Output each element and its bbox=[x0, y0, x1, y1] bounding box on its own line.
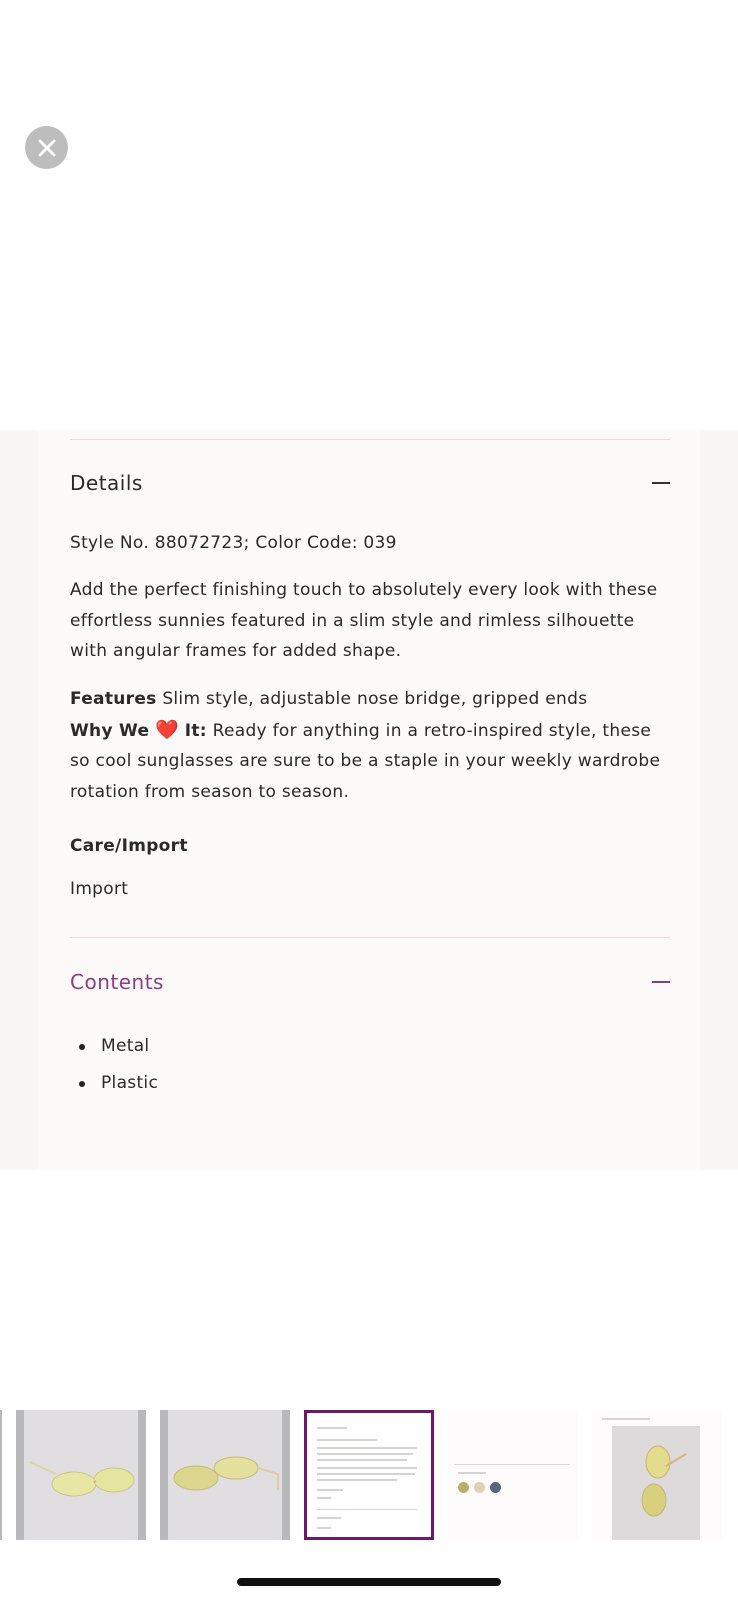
features-block bbox=[70, 684, 675, 807]
collapse-minus-icon[interactable] bbox=[652, 482, 670, 484]
color-swatch bbox=[490, 1482, 501, 1493]
divider-top bbox=[70, 439, 670, 440]
features-text: Slim style, adjustable nose bridge, gripped ends bbox=[162, 689, 588, 709]
close-icon bbox=[38, 139, 56, 157]
thumbnail[interactable] bbox=[448, 1410, 578, 1540]
product-description: Add the perfect finishing touch to absolutely every look with these effortless sunnies featured in a slim style and rimless silhouette with angular frames for added shape. bbox=[70, 580, 658, 662]
why-we-label-end: It: bbox=[184, 720, 207, 741]
divider-middle bbox=[70, 937, 670, 938]
color-swatch bbox=[458, 1482, 469, 1493]
care-import-heading: Care/Import bbox=[70, 836, 188, 856]
list-item: Plastic bbox=[70, 1065, 158, 1102]
contents-list bbox=[70, 1028, 158, 1102]
heart-emoji-icon: ❤️ bbox=[155, 718, 180, 741]
sunglasses-icon bbox=[160, 1410, 290, 1540]
features-label: Features bbox=[70, 689, 157, 709]
details-heading: Details bbox=[70, 471, 143, 495]
thumbnail-selected[interactable] bbox=[304, 1410, 434, 1540]
thumbnail[interactable] bbox=[16, 1410, 146, 1540]
sunglasses-icon bbox=[592, 1410, 722, 1540]
care-import-text: Import bbox=[70, 879, 129, 899]
color-swatch bbox=[474, 1482, 485, 1493]
contents-section-header[interactable] bbox=[70, 962, 670, 1002]
home-indicator bbox=[237, 1578, 501, 1586]
thumbnail-strip bbox=[0, 1410, 738, 1542]
close-button[interactable] bbox=[25, 126, 68, 169]
thumbnail[interactable] bbox=[592, 1410, 722, 1540]
collapse-minus-icon[interactable] bbox=[652, 981, 670, 983]
details-section-header[interactable] bbox=[70, 463, 670, 503]
style-number: Style No. 88072723; Color Code: 039 bbox=[70, 533, 397, 553]
sunglasses-icon bbox=[16, 1410, 146, 1540]
list-item: Metal bbox=[70, 1028, 158, 1065]
contents-heading: Contents bbox=[70, 970, 164, 994]
thumbnail[interactable] bbox=[0, 1410, 2, 1540]
why-we-label: Why We bbox=[70, 720, 150, 741]
why-we-text: Ready for anything in a retro-inspired style, these so cool sunglasses are sure to be a staple in your weekly wardrobe rotation from season to season. bbox=[70, 720, 661, 802]
thumbnail[interactable] bbox=[160, 1410, 290, 1540]
